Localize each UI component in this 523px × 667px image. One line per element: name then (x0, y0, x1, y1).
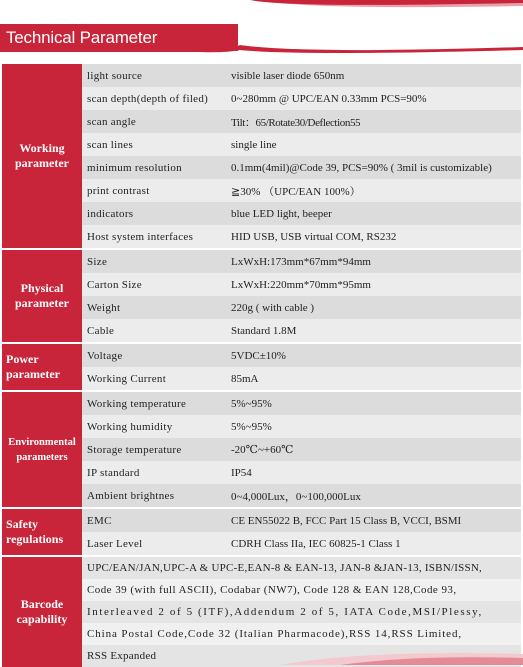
section-rows (82, 509, 521, 555)
table-row (82, 319, 521, 342)
row-value: 5%~95% (231, 420, 272, 433)
table-row (82, 273, 521, 296)
barcode-line: RSS Expanded (82, 645, 521, 667)
row-value: 0~4,000Lux，0~100,000Lux (231, 490, 361, 503)
table-row (82, 296, 521, 319)
table-row (82, 110, 521, 133)
row-label: Working Current (87, 372, 167, 385)
row-value: LxWxH:220mm*70mm*95mm (231, 278, 371, 291)
table-row (82, 344, 521, 367)
decorative-swoosh-bottom (280, 650, 523, 665)
row-label: IP standard (87, 466, 140, 479)
section-environmental-parameters (2, 392, 521, 507)
section-rows (82, 250, 521, 342)
section-power-parameter (2, 344, 521, 390)
category-label: Working parameter (2, 64, 82, 248)
row-value: CDRH Class IIa, IEC 60825-1 Class 1 (231, 537, 401, 550)
table-row (82, 250, 521, 273)
table-row (82, 156, 521, 179)
row-label: Laser Level (87, 537, 143, 550)
section-rows (82, 64, 521, 248)
row-label: Carton Size (87, 278, 142, 291)
row-label: scan depth(depth of filed) (87, 92, 209, 105)
row-value: ≧30% （UPC/EAN 100%） (231, 185, 361, 198)
category-label: Safety regulations (2, 509, 82, 555)
table-row (82, 461, 521, 484)
row-value: blue LED light, beeper (231, 207, 332, 220)
row-value: CE EN55022 B, FCC Part 15 Class B, VCCI, BSMI (231, 514, 462, 527)
table-row (82, 415, 521, 438)
table-row (82, 179, 521, 202)
row-value: 0~280mm @ UPC/EAN 0.33mm PCS=90% (231, 92, 427, 105)
section-safety-regulations (2, 509, 521, 555)
barcode-line: Code 39 (with full ASCII), Codabar (NW7), Code 128 & EAN 128,Code 93, (82, 579, 521, 601)
row-value: 5VDC±10% (231, 349, 286, 362)
row-label: Working humidity (87, 420, 173, 433)
row-label: Host system interfaces (87, 230, 194, 243)
barcode-line: China Postal Code,Code 32 (Italian Pharmacode),RSS 14,RSS Limited, (82, 623, 521, 645)
decorative-swoosh-top (0, 0, 523, 20)
page-title: Technical Parameter (6, 28, 158, 47)
category-label: Physical parameter (2, 250, 82, 342)
row-value: 220g ( with cable ) (231, 301, 315, 314)
table-row (82, 87, 521, 110)
category-label: Environmental parameters (2, 392, 82, 507)
table-row (82, 484, 521, 507)
row-label: Voltage (87, 349, 123, 362)
row-label: minimum resolution (87, 161, 182, 174)
category-label: Power parameter (2, 344, 82, 390)
row-value: -20℃~+60℃ (231, 444, 294, 456)
section-working-parameter (2, 64, 521, 248)
row-value: Standard 1.8M (231, 324, 297, 337)
row-label: scan lines (87, 138, 134, 151)
row-value: Tilt：65/Rotate30/Deflection55 (231, 116, 361, 129)
row-label: Weight (87, 301, 121, 314)
table-row (82, 438, 521, 461)
row-value: IP54 (231, 466, 252, 479)
row-value: 5%~95% (231, 397, 272, 410)
row-value: HID USB, USB virtual COM, RS232 (231, 230, 397, 243)
row-label: scan angle (87, 115, 137, 128)
table-row (82, 509, 521, 532)
row-value: visible laser diode 650nm (231, 69, 345, 82)
section-physical-parameter (2, 250, 521, 342)
barcode-line: Interleaved 2 of 5 (ITF),Addendum 2 of 5, IATA Code,MSI/Plessy, (82, 601, 521, 623)
row-label: Size (87, 255, 108, 268)
row-label: EMC (87, 514, 112, 527)
row-label: Storage temperature (87, 443, 182, 456)
table-row (82, 225, 521, 248)
barcode-line: UPC/EAN/JAN,UPC-A & UPC-E,EAN-8 & EAN-13, JAN-8 &JAN-13, ISBN/ISSN, (82, 557, 521, 579)
table-row (82, 202, 521, 225)
table-row (82, 64, 521, 87)
row-label: light source (87, 69, 143, 82)
table-row (82, 532, 521, 555)
spec-table (2, 64, 521, 667)
row-value: LxWxH:173mm*67mm*94mm (231, 255, 371, 268)
header-band (0, 0, 523, 55)
section-rows (82, 344, 521, 390)
row-label: Cable (87, 324, 115, 337)
row-label: indicators (87, 207, 134, 220)
row-value: single line (231, 138, 277, 151)
row-label: Working temperature (87, 397, 187, 410)
section-rows (82, 392, 521, 507)
table-row (82, 133, 521, 156)
table-row (82, 367, 521, 390)
row-label: print contrast (87, 184, 150, 197)
row-value: 0.1mm(4mil)@Code 39, PCS=90% ( 3mil is customizable) (231, 161, 492, 174)
row-value: 85mA (231, 372, 259, 385)
category-label: Barcode capability (2, 557, 82, 667)
row-label: Ambient brightnes (87, 489, 175, 502)
table-row (82, 392, 521, 415)
